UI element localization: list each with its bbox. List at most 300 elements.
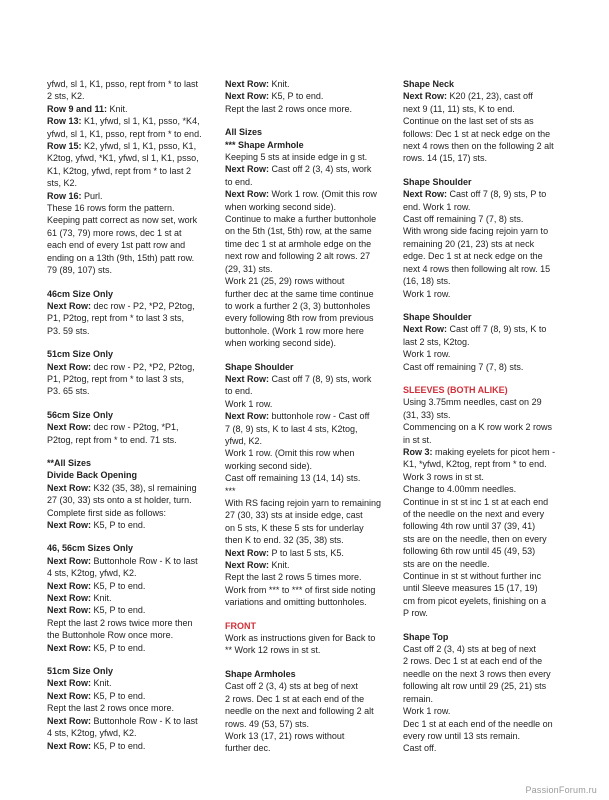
text-line	[403, 384, 573, 396]
text-line	[403, 201, 573, 213]
text-run: remain.	[403, 693, 434, 704]
text-run: Work 1 row.	[403, 706, 451, 717]
text-run: ending on a 13th (9th, 15th) patt row.	[47, 252, 195, 263]
text-line	[403, 176, 573, 188]
paragraph	[47, 457, 217, 531]
text-run: 27 (30, 33) sts onto a st holder, turn.	[47, 495, 192, 506]
text-run: ** Work 12 rows in st st.	[225, 645, 321, 656]
text-line	[225, 534, 395, 546]
paragraph	[47, 665, 217, 752]
text-line	[225, 126, 395, 138]
row-label: Next Row:	[47, 678, 92, 689]
text-line	[225, 201, 395, 213]
text-run: Work as instructions given for Back to	[225, 633, 376, 644]
column-left	[47, 78, 217, 763]
text-line	[47, 604, 217, 616]
row-label: Row 9 and 11:	[47, 103, 108, 114]
paragraph	[403, 78, 573, 165]
text-line	[47, 239, 217, 251]
text-run: Work 1 row. (Omit this row when	[225, 448, 355, 459]
row-label: Next Row:	[47, 361, 92, 372]
column-middle	[225, 78, 395, 766]
text-run: K1, yfwd, sl 1, K1, psso, *K4,	[81, 116, 200, 127]
text-run: following alt row until 29 (25, 21) sts	[403, 681, 547, 692]
paragraph	[403, 176, 573, 300]
text-line	[403, 348, 573, 360]
text-run: rows. 49 (53, 57) sts.	[225, 718, 310, 729]
text-run: every following 8th row from previous	[225, 313, 374, 324]
column-right	[403, 78, 573, 766]
text-line	[403, 533, 573, 545]
text-line	[47, 227, 217, 239]
text-line	[47, 312, 217, 324]
text-line	[225, 103, 395, 115]
text-line	[47, 288, 217, 300]
text-line	[403, 742, 573, 754]
text-line	[47, 177, 217, 189]
text-run: on the 5th (1st, 5th) row, at the same	[225, 226, 372, 237]
text-line	[403, 545, 573, 557]
text-line	[47, 202, 217, 214]
text-line	[403, 263, 573, 275]
text-run: end. Work 1 row.	[403, 201, 471, 212]
text-line	[225, 596, 395, 608]
text-line	[47, 103, 217, 115]
text-run: following 6th row until 45 (49, 53)	[403, 546, 536, 557]
text-line	[403, 152, 573, 164]
text-line	[225, 705, 395, 717]
text-line	[225, 373, 395, 385]
text-line	[403, 128, 573, 140]
text-line	[47, 152, 217, 164]
text-run: Work 1 row.	[403, 288, 451, 299]
text-line	[225, 188, 395, 200]
text-line	[47, 519, 217, 531]
text-run: Buttonhole Row - K to last	[91, 555, 198, 566]
text-run: needle on the next 3 rows then every	[403, 668, 551, 679]
text-line	[403, 103, 573, 115]
text-run: (31, 33) sts.	[403, 409, 451, 420]
subheading: Shape Armholes	[225, 668, 296, 679]
text-run: the Buttonhole Row once more.	[47, 630, 174, 641]
row-label: Next Row:	[225, 560, 270, 571]
text-run: (16, 18) sts.	[403, 276, 451, 287]
text-line	[403, 730, 573, 742]
text-run: Knit.	[91, 678, 112, 689]
text-line	[403, 508, 573, 520]
text-run: P2tog, rept from * to end. 71 sts.	[47, 434, 177, 445]
row-label: Next Row:	[225, 547, 270, 558]
text-run: 7 (8, 9) sts, K to last 4 sts, K2tog,	[225, 423, 358, 434]
text-line	[225, 225, 395, 237]
text-run: P1, P2tog, rept from * to last 3 sts,	[47, 373, 185, 384]
text-run: Cast off 2 (3, 4) sts at beg of next	[403, 644, 536, 655]
text-run: Work 21 (25, 29) rows without	[225, 276, 345, 287]
text-line	[403, 595, 573, 607]
text-line	[225, 176, 395, 188]
text-run: to end.	[225, 386, 253, 397]
text-line	[225, 547, 395, 559]
text-run: Cast off 7 (8, 9) sts, P to	[447, 189, 547, 200]
text-line	[47, 325, 217, 337]
text-line	[47, 617, 217, 629]
text-line	[225, 730, 395, 742]
row-label: Next Row:	[47, 422, 92, 433]
text-line	[47, 567, 217, 579]
row-label: Next Row:	[47, 605, 92, 616]
row-label: Next Row:	[47, 520, 92, 530]
text-line	[47, 665, 217, 677]
section-heading: SLEEVES (BOTH ALIKE)	[403, 384, 508, 395]
text-run: every row until 13 sts remain.	[403, 730, 521, 741]
row-label: Next Row:	[225, 373, 270, 384]
text-run: (29, 31) sts.	[225, 263, 273, 274]
row-label: Next Row:	[47, 482, 92, 493]
text-line	[225, 632, 395, 644]
text-run: Purl.	[81, 190, 103, 201]
text-run: 61 (73, 79) more rows, dec 1 st at	[47, 227, 182, 238]
text-run: K1, *yfwd, K2tog, rept from * to end.	[403, 459, 547, 470]
text-line	[403, 90, 573, 102]
text-line	[47, 421, 217, 433]
text-run: K5, P to end.	[91, 690, 146, 701]
text-line	[225, 151, 395, 163]
text-run: Knit.	[91, 593, 112, 604]
text-line	[403, 78, 573, 90]
paragraph	[403, 384, 573, 620]
row-label: Next Row:	[403, 189, 448, 200]
text-line	[403, 288, 573, 300]
text-line	[225, 163, 395, 175]
text-run: K5, P to end.	[91, 520, 146, 530]
text-line	[403, 115, 573, 127]
paragraph	[47, 78, 217, 277]
text-run: Rept the last 2 rows once more.	[225, 103, 353, 114]
text-run: in st st.	[403, 434, 432, 445]
text-line	[403, 323, 573, 335]
text-run: Using 3.75mm needles, cast on 29	[403, 397, 542, 408]
text-run: Cast off remaining 7 (7, 8) sts.	[403, 361, 524, 372]
section-heading: FRONT	[225, 620, 256, 631]
text-run: further dec at the same time continue	[225, 288, 374, 299]
text-run: making eyelets for picot hem -	[432, 446, 556, 457]
text-run: Complete first side as follows:	[47, 507, 167, 518]
text-line	[225, 139, 395, 151]
text-line	[47, 434, 217, 446]
text-run: further dec.	[225, 743, 271, 754]
text-line	[403, 520, 573, 532]
text-run: when working second side).	[225, 338, 337, 349]
text-line	[225, 288, 395, 300]
text-line	[225, 238, 395, 250]
row-label: Row 16:	[47, 190, 82, 201]
text-run: dec row - P2, *P2, P2tog,	[91, 300, 195, 311]
text-run: of the needle on the next and every	[403, 509, 545, 519]
text-run: Work 13 (17, 21) rows without	[225, 730, 345, 741]
text-run: K1, K2tog, yfwd, rept from * to last 2	[47, 165, 192, 176]
text-line	[403, 558, 573, 570]
text-run: K5, P to end.	[91, 605, 146, 616]
text-line	[225, 693, 395, 705]
text-run: Commencing on a K row work 2 rows	[403, 422, 553, 433]
text-run: Cast off remaining 13 (14, 14) sts.	[225, 473, 361, 484]
text-run: buttonhole. (Work 1 row more here	[225, 325, 364, 336]
paragraph	[403, 631, 573, 755]
text-line	[225, 522, 395, 534]
paragraph	[225, 126, 395, 349]
paragraph	[225, 620, 395, 657]
text-line	[225, 275, 395, 287]
text-run: variations and omitting buttonholes.	[225, 597, 367, 608]
row-label: Next Row:	[47, 740, 92, 751]
subheading: Shape Shoulder	[403, 176, 472, 187]
text-run: rows. 14 (15, 17) sts.	[403, 153, 488, 164]
text-line	[225, 680, 395, 692]
text-line	[403, 643, 573, 655]
text-run: 4 sts, K2tog, yfwd, K2.	[47, 728, 137, 739]
text-run: 2 sts, K2.	[47, 91, 85, 102]
text-run: Work from *** to *** of first side noting	[225, 584, 376, 595]
subheading: 51cm Size Only	[47, 666, 114, 677]
text-run: cm from picot eyelets, finishing on a	[403, 595, 547, 606]
text-run: Work 3 rows in st st.	[403, 471, 484, 482]
text-run: K32 (35, 38), sl remaining	[91, 482, 197, 493]
text-run: K5, P to end.	[91, 580, 146, 591]
text-run: K20 (21, 23), cast off	[447, 91, 533, 102]
text-run: buttonhole row - Cast off	[269, 411, 370, 422]
text-run: Work 1 row. (Omit this row	[269, 189, 377, 200]
text-line	[47, 361, 217, 373]
text-run: Keeping 5 sts at inside edge in g st.	[225, 152, 368, 163]
watermark: PassionForum.ru	[525, 784, 597, 795]
text-line	[403, 631, 573, 643]
row-label: Next Row:	[225, 79, 270, 89]
text-run: next 9 (11, 11) sts, K to end.	[403, 103, 515, 114]
row-label: Row 3:	[403, 446, 433, 457]
text-line	[47, 715, 217, 727]
subheading: 46, 56cm Sizes Only	[47, 543, 134, 554]
text-line	[403, 238, 573, 250]
text-line	[403, 311, 573, 323]
text-run: Rept the last 2 rows 5 times more.	[225, 572, 362, 583]
text-line	[47, 677, 217, 689]
text-line	[403, 668, 573, 680]
text-line	[225, 398, 395, 410]
text-run: remaining 20 (21, 23) sts at neck	[403, 238, 535, 249]
text-run: when working second side).	[225, 201, 337, 212]
text-line	[225, 263, 395, 275]
text-line	[225, 460, 395, 472]
text-line	[47, 264, 217, 276]
text-run: yfwd, sl 1, K1, psso, rept from * to end.	[47, 128, 202, 139]
text-line	[47, 555, 217, 567]
row-label: Row 15:	[47, 141, 82, 152]
row-label: Next Row:	[47, 555, 92, 566]
subheading: Divide Back Opening	[47, 470, 138, 481]
text-line	[225, 584, 395, 596]
text-line	[47, 469, 217, 481]
text-line	[225, 497, 395, 509]
text-run: next 4 rows then on the following 2 alt	[403, 141, 554, 152]
text-line	[403, 607, 573, 619]
text-run: Rept the last 2 rows twice more then	[47, 617, 193, 628]
text-line	[47, 90, 217, 102]
row-label: Next Row:	[47, 593, 92, 604]
text-run: sts, K2.	[47, 178, 78, 189]
text-line	[403, 188, 573, 200]
text-run: Cast off.	[403, 743, 437, 754]
text-line	[403, 582, 573, 594]
subheading: Shape Top	[403, 631, 449, 642]
text-line	[47, 702, 217, 714]
text-line	[225, 620, 395, 632]
subheading: Shape Neck	[403, 79, 455, 89]
text-line	[403, 225, 573, 237]
row-label: Next Row:	[47, 300, 92, 311]
text-line	[403, 705, 573, 717]
row-label: Next Row:	[47, 715, 92, 726]
text-run: Continue to make a further buttonhole	[225, 214, 377, 225]
subheading: 56cm Size Only	[47, 409, 114, 420]
text-line	[225, 472, 395, 484]
text-run: working second side).	[225, 460, 313, 471]
paragraph	[225, 78, 395, 115]
text-run: Continue in st st inc 1 st at each end	[403, 496, 549, 507]
text-line	[225, 644, 395, 656]
text-run: edge. Dec 1 st at neck edge on the	[403, 251, 543, 262]
text-run: P to last 5 sts, K5.	[269, 547, 344, 558]
text-line	[47, 348, 217, 360]
subheading: Shape Shoulder	[225, 361, 294, 372]
text-run: next row and following 2 alt rows. 27	[225, 251, 371, 262]
text-run: 27 (30, 33) sts at inside edge, cast	[225, 510, 363, 521]
text-line	[47, 740, 217, 752]
text-line	[47, 165, 217, 177]
text-line	[225, 90, 395, 102]
text-line	[403, 693, 573, 705]
text-line	[225, 78, 395, 90]
text-line	[403, 409, 573, 421]
subheading: All Sizes	[225, 127, 263, 138]
text-run: Cast off remaining 7 (7, 8) sts.	[403, 214, 524, 225]
paragraph	[47, 288, 217, 338]
text-run: Keeping patt correct as now set, work	[47, 215, 198, 226]
text-run: Work 1 row.	[403, 349, 451, 360]
text-line	[225, 250, 395, 262]
text-run: With wrong side facing rejoin yarn to	[403, 226, 549, 237]
row-label: Next Row:	[403, 324, 448, 335]
text-run: K2tog, yfwd, *K1, yfwd, sl 1, K1, psso,	[47, 153, 199, 164]
text-line	[225, 312, 395, 324]
text-line	[47, 494, 217, 506]
paragraph	[47, 409, 217, 446]
text-run: P3. 59 sts.	[47, 325, 90, 336]
text-run: Continue in st st without further inc	[403, 571, 542, 582]
text-run: Rept the last 2 rows once more.	[47, 703, 175, 714]
text-line	[47, 115, 217, 127]
paragraph	[225, 668, 395, 755]
text-run: 4 sts, K2tog, yfwd, K2.	[47, 568, 137, 579]
row-label: Next Row:	[47, 642, 92, 653]
text-run: yfwd, K2.	[225, 435, 263, 446]
text-run: Knit.	[107, 103, 128, 114]
text-run: needle on the next and following 2 alt	[225, 706, 374, 717]
paragraph	[47, 348, 217, 398]
text-line	[225, 485, 395, 497]
text-line	[47, 190, 217, 202]
text-line	[403, 458, 573, 470]
text-run: These 16 rows form the pattern.	[47, 203, 175, 214]
text-run: yfwd, sl 1, K1, psso, rept from * to last	[47, 79, 199, 89]
text-line	[225, 571, 395, 583]
subheading: 46cm Size Only	[47, 288, 114, 299]
text-run: Continue on the last set of sts as	[403, 116, 534, 127]
text-line	[225, 509, 395, 521]
row-label: Next Row:	[403, 91, 448, 102]
text-line	[47, 300, 217, 312]
text-run: Cast off 7 (8, 9) sts, work	[269, 373, 372, 384]
text-run: Knit.	[269, 560, 290, 571]
text-line	[403, 213, 573, 225]
text-run: Dec 1 st at each end of the needle on	[403, 718, 553, 729]
row-label: Next Row:	[47, 690, 92, 701]
text-line	[403, 250, 573, 262]
text-run: sts are on the needle.	[403, 558, 490, 569]
text-run: K2, yfwd, sl 1, K1, psso, K1,	[81, 141, 197, 152]
text-line	[47, 373, 217, 385]
text-line	[225, 447, 395, 459]
text-run: follows: Dec 1 st at neck edge on the	[403, 128, 551, 139]
subheading: 51cm Size Only	[47, 349, 114, 360]
paragraph	[47, 542, 217, 654]
paragraph	[403, 311, 573, 373]
text-line	[403, 421, 573, 433]
text-line	[47, 457, 217, 469]
text-run: ***	[225, 485, 236, 496]
text-line	[47, 78, 217, 90]
text-run: 2 rows. Dec 1 st at each end of the	[403, 656, 543, 667]
text-run: dec row - P2tog, *P1,	[91, 422, 179, 433]
text-line	[403, 275, 573, 287]
text-line	[403, 496, 573, 508]
text-line	[225, 718, 395, 730]
text-line	[47, 580, 217, 592]
text-line	[403, 718, 573, 730]
text-line	[403, 680, 573, 692]
text-run: With RS facing rejoin yarn to remaining	[225, 498, 382, 508]
text-run: K5, P to end.	[91, 642, 146, 653]
text-run: P row.	[403, 608, 428, 619]
text-line	[225, 361, 395, 373]
text-line	[403, 396, 573, 408]
row-label: Next Row:	[47, 580, 92, 591]
row-label: Row 13:	[47, 116, 82, 127]
text-line	[225, 742, 395, 754]
text-line	[225, 668, 395, 680]
text-line	[225, 410, 395, 422]
text-line	[225, 559, 395, 571]
row-label: Next Row:	[225, 164, 270, 175]
text-run: until Sleeve measures 15 (17, 19)	[403, 583, 538, 594]
text-run: following 4th row until 37 (39, 41)	[403, 521, 536, 532]
text-run: K5, P to end.	[91, 740, 146, 751]
text-run: to end.	[225, 176, 253, 187]
text-run: P3. 65 sts.	[47, 386, 90, 397]
text-run: K5, P to end.	[269, 91, 324, 102]
text-line	[47, 690, 217, 702]
text-run: Cast off 2 (3, 4) sts, work	[269, 164, 372, 175]
text-line	[225, 300, 395, 312]
